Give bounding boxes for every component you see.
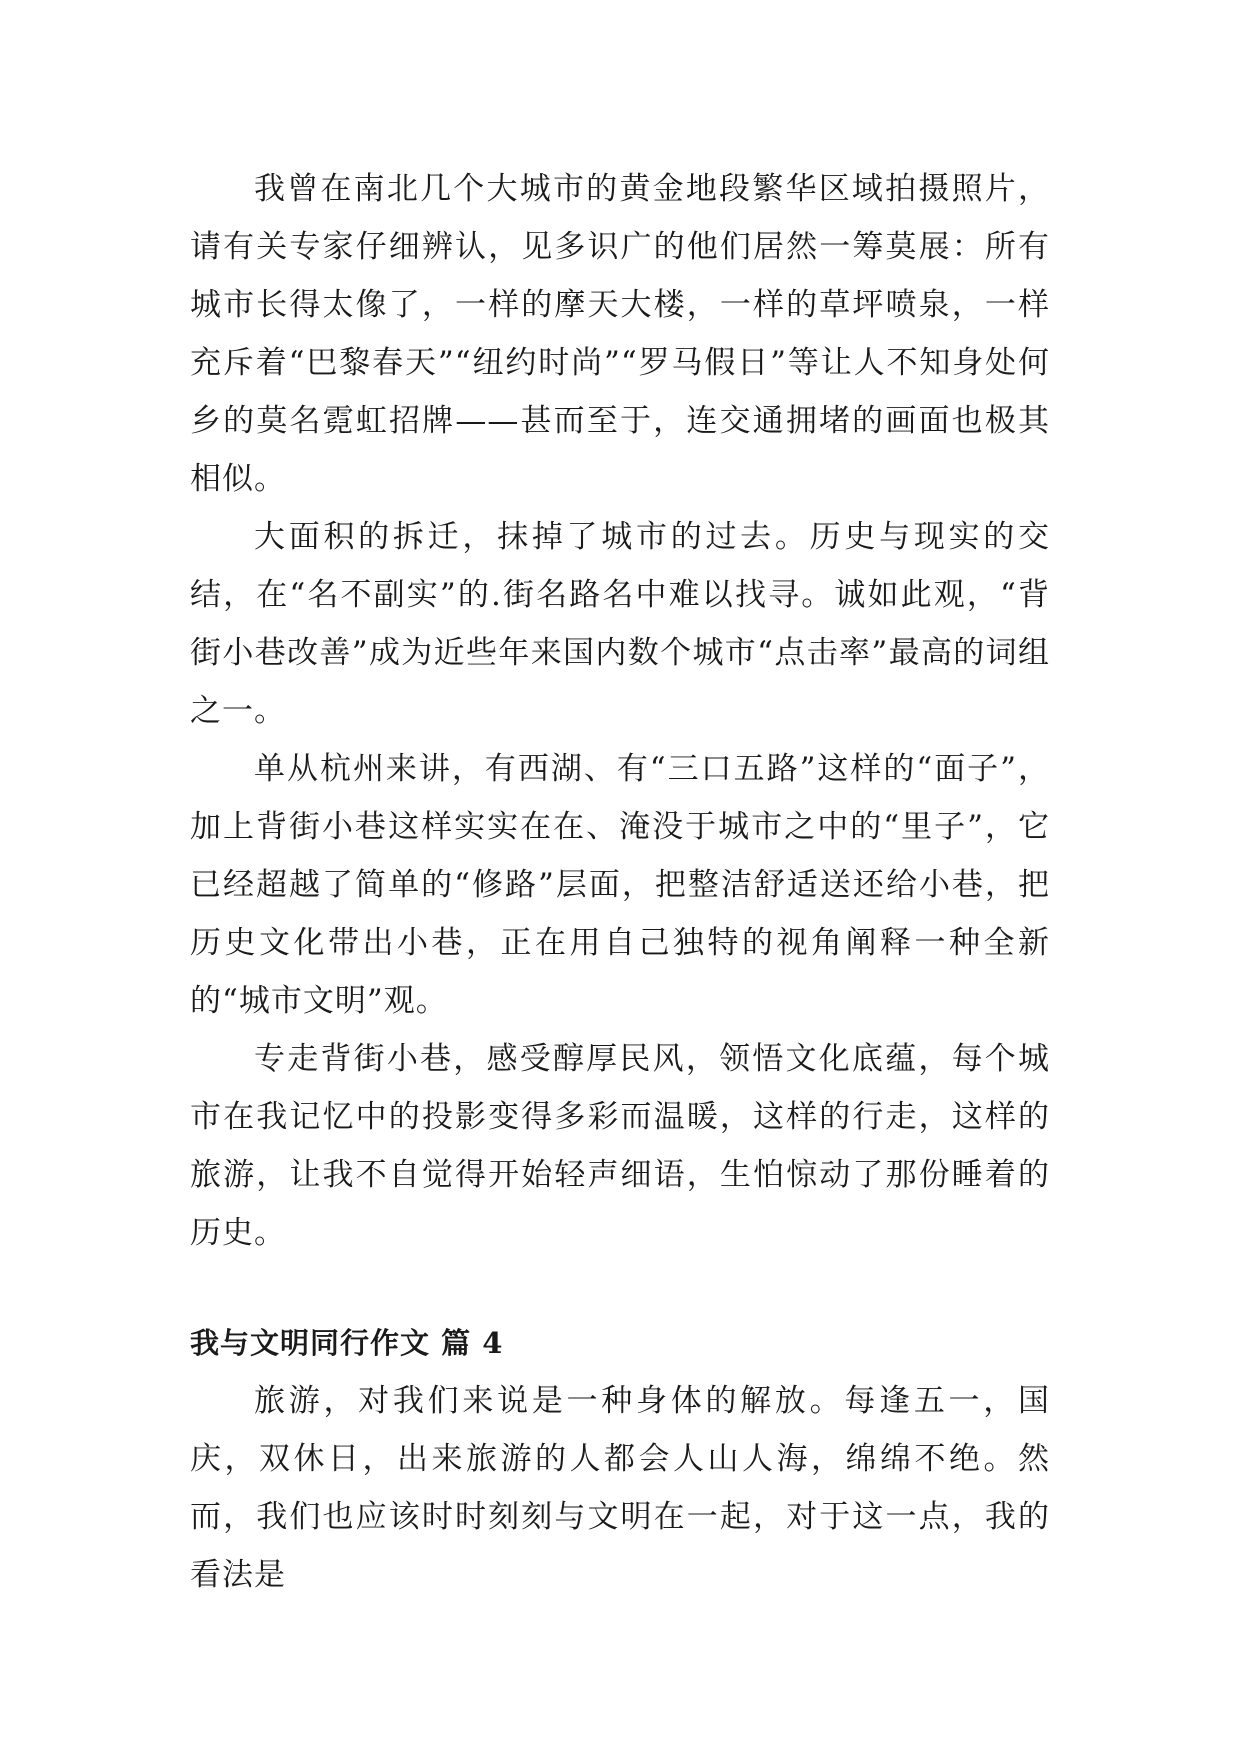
paragraph-5: 旅游，对我们来说是一种身体的解放。每逢五一，国庆，双休日，出来旅游的人都会人山人海，绵绵不绝。然而，我们也应该时时刻刻与文明在一起，对于这一点，我的看法是 [190,1383,1050,1593]
paragraph-3: 单从杭州来讲，有西湖、有“三口五路”这样的“面子”，加上背街小巷这样实实在在、淹没于城市之中的“里子”，它已经超越了简单的“修路”层面，把整洁舒适送还给小巷，把历史文化带出小巷，正在用自己独特的视角阐释一种全新的“城市文明”观。 [190,751,1050,1019]
document-page [190,160,1050,1604]
section-heading: 我与文明同行作文 篇 4 [190,1326,504,1360]
paragraph-1: 我曾在南北几个大城市的黄金地段繁华区域拍摄照片，请有关专家仔细辨认，见多识广的他们居然一筹莫展：所有城市长得太像了，一样的摩天大楼，一样的草坪喷泉，一样充斥着“巴黎春天”“纽约时尚”“罗马假日”等让人不知身处何乡的莫名霓虹招牌——甚而至于，连交通拥堵的画面也极其相似。 [190,171,1050,497]
paragraph-2: 大面积的拆迁，抹掉了城市的过去。历史与现实的交结，在“名不副实”的.街名路名中难以找寻。诚如此观，“背街小巷改善”成为近些年来国内数个城市“点击率”最高的词组之一。 [190,519,1050,729]
paragraph-4: 专走背街小巷，感受醇厚民风，领悟文化底蕴，每个城市在我记忆中的投影变得多彩而温暖，这样的行走，这样的旅游，让我不自觉得开始轻声细语，生怕惊动了那份睡着的历史。 [190,1041,1050,1251]
